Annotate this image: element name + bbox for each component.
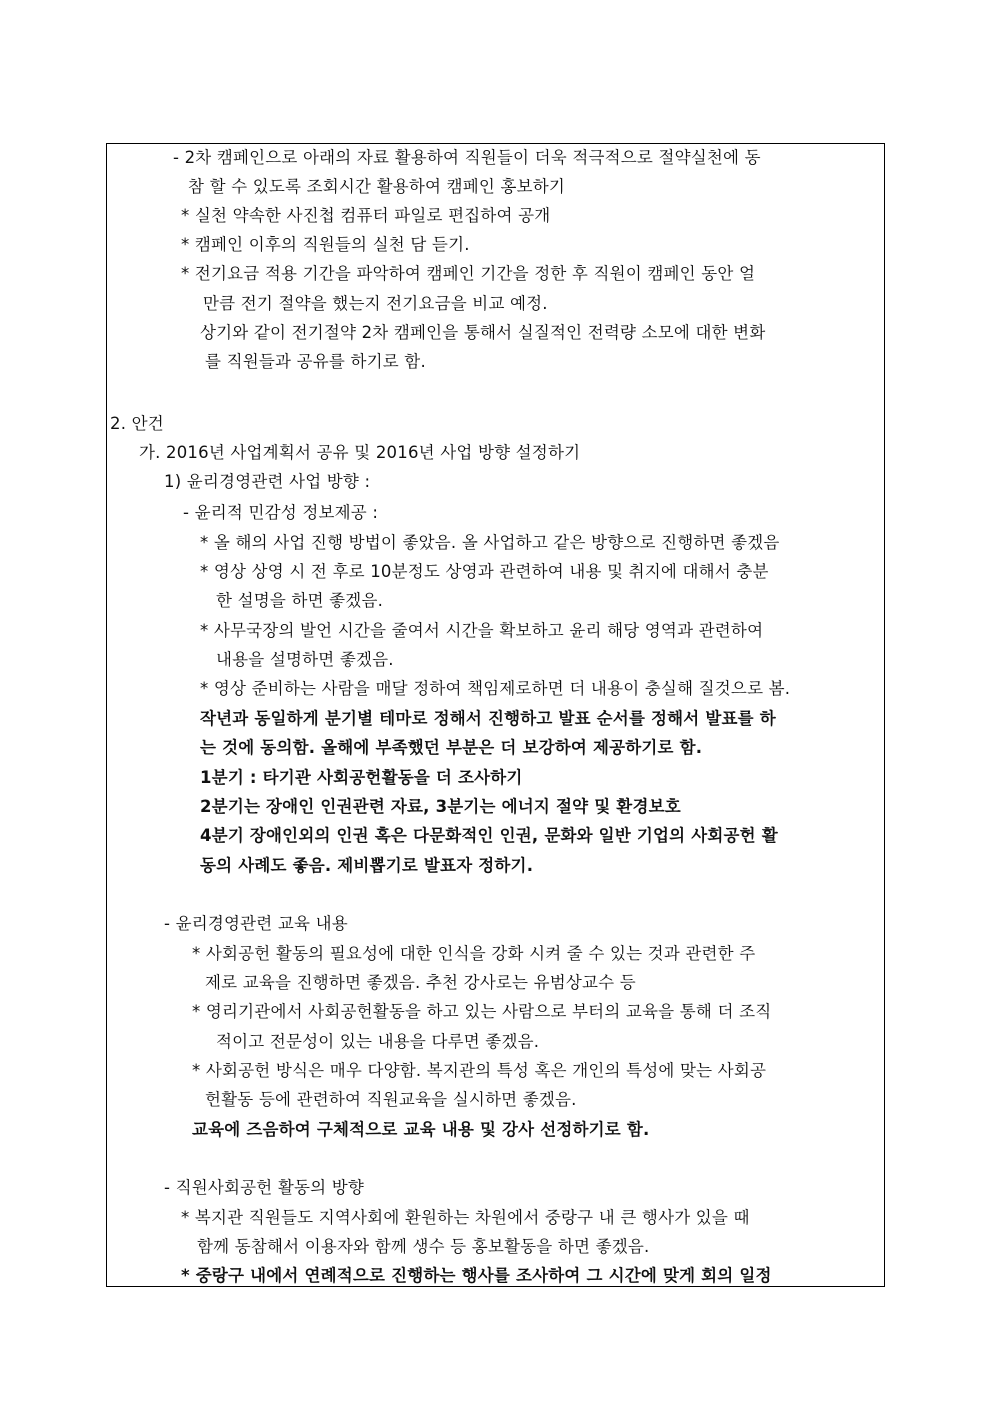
text-line: 내용을 설명하면 좋겠음. [216,650,394,669]
text-line: 상기와 같이 전기절약 2차 캠페인을 통해서 실질적인 전력량 소모에 대한 변화 [200,323,766,342]
text-line: 헌활동 등에 관련하여 직원교육을 실시하면 좋겠음. [205,1090,577,1109]
text-line-bold: 는 것에 동의함. 올해에 부족했던 부분은 더 보강하여 제공하기로 함. [200,738,703,757]
text-line: * 실천 약속한 사진첩 컴퓨터 파일로 편집하여 공개 [181,206,551,225]
text-line: * 영상 준비하는 사람을 매달 정하여 책임제로하면 더 내용이 충실해 질것으로 봄. [200,679,791,698]
text-line: - 2차 캠페인으로 아래의 자료 활용하여 직원들이 더욱 적극적으로 절약실천에 동 [173,148,761,167]
text-line: 를 직원들과 공유를 하기로 함. [205,352,426,371]
text-line: * 영상 상영 시 전 후로 10분정도 상영과 관련하여 내용 및 취지에 대해서 충분 [200,562,769,581]
text-line-bold: 2분기는 장애인 인권관련 자료, 3분기는 에너지 절약 및 환경보호 [200,797,681,816]
text-line: 참 할 수 있도록 조회시간 활용하여 캠페인 홍보하기 [188,177,566,196]
text-line: * 캠페인 이후의 직원들의 실천 담 듣기. [181,235,470,254]
text-line-bold: * 중랑구 내에서 연례적으로 진행하는 행사를 조사하여 그 시간에 맞게 회의 일정 [181,1266,772,1285]
text-line: * 전기요금 적용 기간을 파악하여 캠페인 기간을 정한 후 직원이 캠페인 동안 얼 [181,264,756,283]
text-line: * 사회공헌 활동의 필요성에 대한 인식을 강화 시켜 줄 수 있는 것과 관련한 주 [192,944,756,963]
text-line: 만큼 전기 절약을 했는지 전기요금을 비교 예정. [203,294,548,313]
text-line: * 복지관 직원들도 지역사회에 환원하는 차원에서 중랑구 내 큰 행사가 있을 때 [181,1208,750,1227]
text-line: 한 설명을 하면 좋겠음. [216,591,384,610]
section-heading: 2. 안건 [110,414,164,433]
text-line: * 영리기관에서 사회공헌활동을 하고 있는 사람으로 부터의 교육을 통해 더 조직 [192,1002,772,1021]
subitem-heading: - 윤리적 민감성 정보제공 : [183,503,379,522]
text-line: 함께 동참해서 이용자와 함께 생수 등 홍보활동을 하면 좋겠음. [197,1237,650,1256]
text-line: * 사무국장의 발언 시간을 줄여서 시간을 확보하고 윤리 해당 영역과 관련하여 [200,621,764,640]
text-line: * 사회공헌 방식은 매우 다양함. 복지관의 특성 혹은 개인의 특성에 맞는 사회공 [192,1061,767,1080]
text-line: * 올 해의 사업 진행 방법이 좋았음. 올 사업하고 같은 방향으로 진행하면 좋겠음 [200,533,780,552]
text-line-bold: 동의 사례도 좋음. 제비뽑기로 발표자 정하기. [200,856,534,875]
subitem-heading: - 직원사회공헌 활동의 방향 [164,1178,365,1197]
text-line-bold: 4분기 장애인외의 인권 혹은 다문화적인 인권, 문화와 일반 기업의 사회공헌 활 [200,826,778,845]
text-line-bold: 1분기 : 타기관 사회공헌활동을 더 조사하기 [200,768,523,787]
text-line: 제로 교육을 진행하면 좋겠음. 추천 강사로는 유범상교수 등 [205,973,636,992]
text-line-bold: 교육에 즈음하여 구체적으로 교육 내용 및 강사 선정하기로 함. [192,1120,650,1139]
text-line-bold: 작년과 동일하게 분기별 테마로 정해서 진행하고 발표 순서를 정해서 발표를 하 [200,709,776,728]
subitem-heading: - 윤리경영관련 교육 내용 [164,914,348,933]
item-heading: 1) 윤리경영관련 사업 방향 : [164,472,371,491]
text-line: 적이고 전문성이 있는 내용을 다루면 좋겠음. [216,1032,540,1051]
subsection-heading: 가. 2016년 사업계획서 공유 및 2016년 사업 방향 설정하기 [139,443,581,462]
